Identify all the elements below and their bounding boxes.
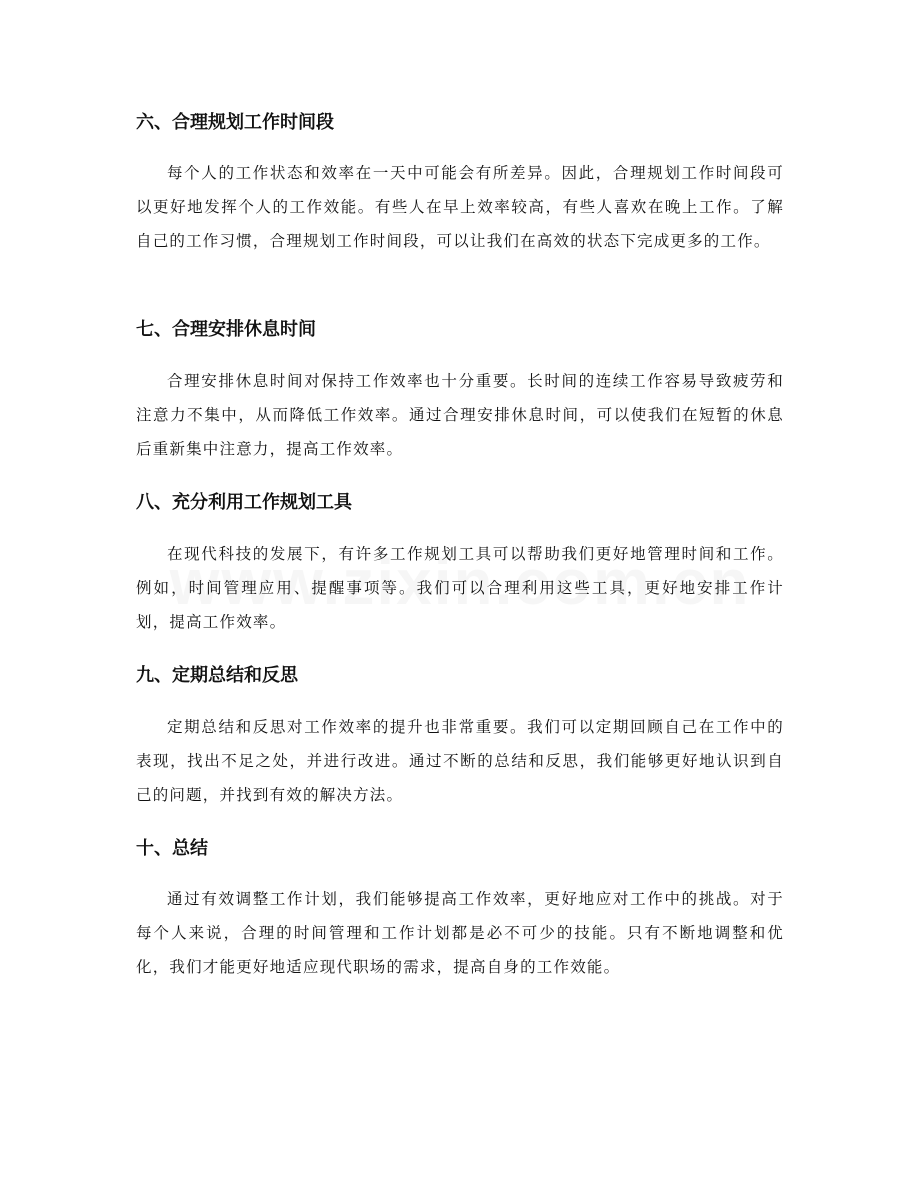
section-body-6: 每个人的工作状态和效率在一天中可能会有所差异。因此，合理规划工作时间段可以更好地发挥个人的工作效能。有些人在早上效率较高，有些人喜欢在晚上工作。了解自己的工作习惯，合理规划工作时间段，可以让我们在高效的状态下完成更多的工作。	[136, 164, 784, 250]
section-title-7: 七、合理安排休息时间	[136, 319, 316, 340]
section-body-9: 定期总结和反思对工作效率的提升也非常重要。我们可以定期回顾自己在工作中的表现，找出不足之处，并进行改进。通过不断的总结和反思，我们能够更好地认识到自己的问题，并找到有效的解决方法。	[136, 718, 784, 804]
section-title-8: 八、充分利用工作规划工具	[136, 492, 352, 513]
section-title-9: 九、定期总结和反思	[136, 665, 298, 686]
section-title-6: 六、合理规划工作时间段	[136, 112, 334, 133]
section-body-7: 合理安排休息时间对保持工作效率也十分重要。长时间的连续工作容易导致疲劳和注意力不集中，从而降低工作效率。通过合理安排休息时间，可以使我们在短暂的休息后重新集中注意力，提高工作效率。	[136, 372, 784, 458]
section-body-8: 在现代科技的发展下，有许多工作规划工具可以帮助我们更好地管理时间和工作。例如，时间管理应用、提醒事项等。我们可以合理利用这些工具，更好地安排工作计划，提高工作效率。	[136, 545, 784, 631]
section-title-10: 十、总结	[136, 838, 208, 859]
section-body-10: 通过有效调整工作计划，我们能够提高工作效率，更好地应对工作中的挑战。对于每个人来说，合理的时间管理和工作计划都是必不可少的技能。只有不断地调整和优化，我们才能更好地适应现代职场的需求，提高自身的工作效能。	[136, 890, 784, 976]
